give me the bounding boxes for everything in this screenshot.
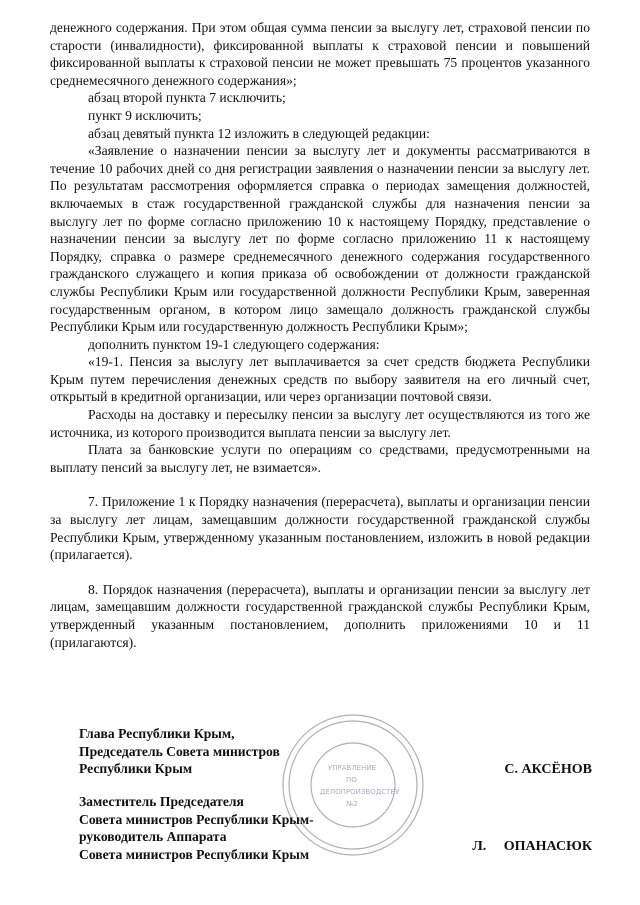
deputy-title-line-2: Совета министров Республики Крым- [79,811,314,827]
deputy-title-line-3: руководитель Аппарата [79,829,227,845]
svg-text:УПРАВЛЕНИЕ: УПРАВЛЕНИЕ [328,764,376,772]
deputy-title-line-4: Совета министров Республики Крым [79,846,310,862]
head-title-line-1: Глава Республики Крым, [79,726,235,741]
paragraph-4: абзац девятый пункта 12 изложить в следующей редакции: [88,125,430,141]
deputy-title-line-1: Заместитель Председателя [79,794,244,809]
head-signature-block [79,725,280,778]
deputy-signature-block [79,793,314,863]
head-name: С. АКСЁНОВ [504,762,592,777]
paragraph-2: абзац второй пункта 7 исключить; [88,90,286,106]
paragraph-3: пункт 9 исключить; [88,107,202,123]
head-title-line-2: Председатель Совета министров [79,743,280,759]
paragraph-8: Расходы на доставку и пересылку пенсии за выслугу лет осуществляются из того же источника, из которого производится выплата пенсии за выслугу лет. [50,407,590,440]
paragraph-7: «19-1. Пенсия за выслугу лет выплачивается за счет средств бюджета Республики Крым путем перечисления денежных средств по выбору заявителя на его личный счет, открытый в кредитной организации, или через организации почтовой связи. [50,354,590,405]
paragraph-5: «Заявление о назначении пенсии за выслугу лет и документы рассматриваются в течение 10 рабочих дней со дня регистрации заявления о назначении пенсии за выслугу лет. По результатам рассмотрения оформляется справка о периодах замещения должностей, включаемых в стаж государственной гражданской службы для назначения пенсии за выслугу лет по форме согласно приложению 10 к настоящему Порядку, представление о назначении пенсии за выслугу лет по форме согласно приложению 11 к настоящему Порядку, справка о размере среднемесячного денежного содержания государственного гражданского служащего и копия приказа об освобождении от должности гражданской службы Республики Крым или государственной должности Республики Крым, заверенная государственным органом, в котором лицо замещало должность гражданской службы Республики Крым или государственную должность Республики Крым»; [50,143,590,335]
paragraph-10: 7. Приложение 1 к Порядку назначения (перерасчета), выплаты и организации пенсии за выслугу лет лицам, замещавшим должности государственной гражданской службы Республики Крым, утвержденному указанным постановлением, изложить в новой редакции (прилагается). [50,494,590,563]
svg-text:ПО: ПО [346,776,357,784]
paragraph-11: 8. Порядок назначения (перерасчета), выплаты и организации пенсии за выслугу лет лицам, замещавшим должности государственной гражданской службы Республики Крым, утвержденный указанным постановлением, дополнить приложениями 10 и 11 (прилагаются). [50,581,590,650]
head-title-line-3: Республики Крым [79,761,193,777]
svg-text:ДЕЛОПРОИЗВОДСТВУ: ДЕЛОПРОИЗВОДСТВУ [320,788,400,796]
paragraph-9: Плата за банковские услуги по операциям со средствами, предусмотренными на выплату пенсий за выслугу лет, не взимается». [50,442,590,475]
document-body [50,19,590,651]
paragraph-6: дополнить пунктом 19-1 следующего содержания: [88,336,380,352]
svg-text:№2: №2 [346,800,358,808]
paragraph-1: денежного содержания. При этом общая сумма пенсии за выслугу лет, страховой пенсии по старости (инвалидности), фиксированной выплаты к страховой пенсии и повышений фиксированной выплаты к страховой пенсии не может превышать 75 процентов указанного среднемесячного денежного содержания»; [50,20,590,88]
deputy-name: Л. ОПАНАСЮК [472,839,592,854]
